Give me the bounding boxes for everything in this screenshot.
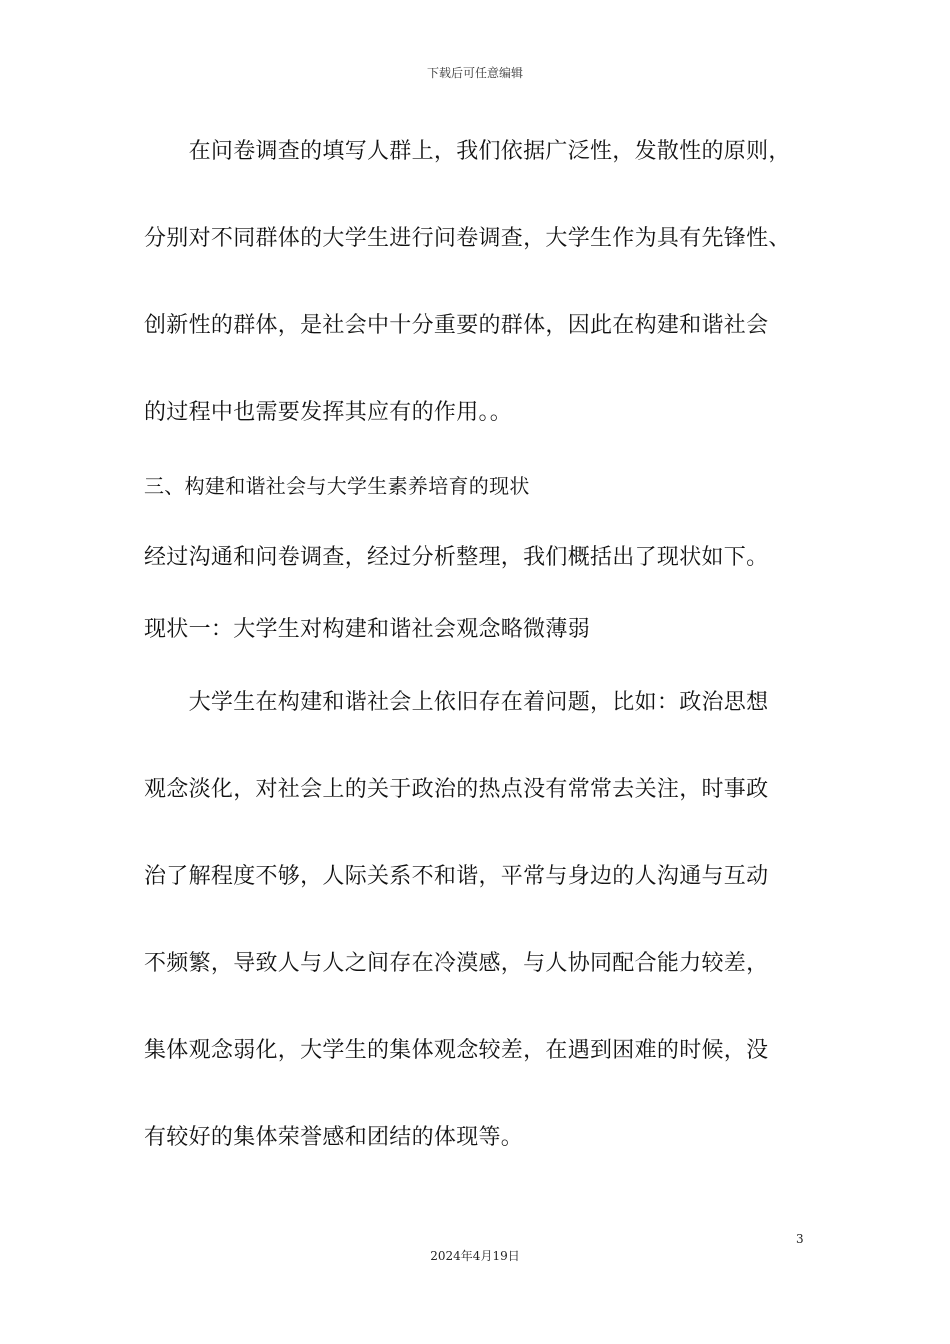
page-header: 下载后可任意编辑 [426,66,523,80]
page-footer-date: 2024年4月19日 [430,1249,520,1263]
paragraph-2-line-6: 有较好的集体荣誉感和团结的体现等。 [144,1125,524,1150]
paragraph-1-line-2: 分别对不同群体的大学生进行问卷调查，大学生作为具有先锋性、 [144,226,791,251]
section-heading-3: 三、构建和谐社会与大学生素养培育的现状 [144,474,530,498]
page-number: 3 [796,1232,804,1246]
paragraph-2-line-2: 观念淡化，对社会上的关于政治的热点没有常常去关注，时事政 [144,777,769,802]
paragraph-2-line-1: 大学生在构建和谐社会上依旧存在着问题，比如：政治思想 [144,690,769,715]
paragraph-2-line-5: 集体观念弱化，大学生的集体观念较差，在遇到困难的时候，没 [144,1038,769,1063]
paragraph-2-line-4: 不频繁，导致人与人之间存在冷漠感，与人协同配合能力较差， [144,951,769,976]
paragraph-2-line-3: 治了解程度不够，人际关系不和谐，平常与身边的人沟通与互动 [144,864,769,889]
paragraph-1-line-3: 创新性的群体，是社会中十分重要的群体，因此在构建和谐社会 [144,313,769,338]
paragraph-1-line-1: 在问卷调查的填写人群上，我们依据广泛性，发散性的原则， [144,139,791,164]
paragraph-1-line-4: 的过程中也需要发挥其应有的作用。。 [144,400,513,425]
summary-line: 经过沟通和问卷调查，经过分析整理，我们概括出了现状如下。 [144,545,769,570]
status-1-title: 现状一：大学生对构建和谐社会观念略微薄弱 [144,617,591,642]
